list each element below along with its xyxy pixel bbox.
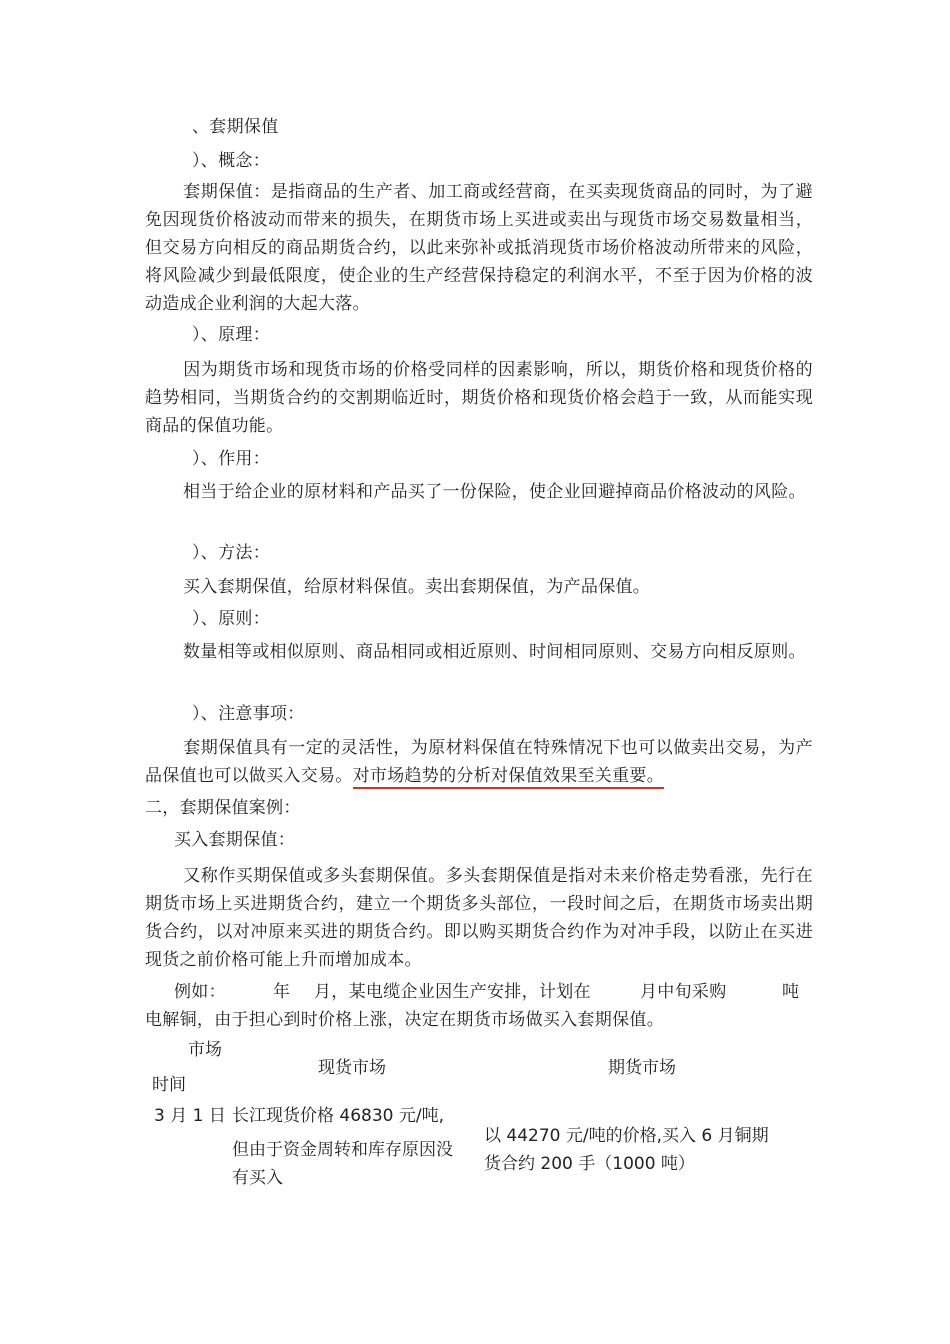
paragraph-concept xyxy=(145,178,813,318)
paragraph-notes-text: 套期保值具有一定的灵活性，为原材料保值在特殊情况下也可以做卖出交易，为产品保值也可以做买入交易。 xyxy=(145,738,813,786)
paragraph-method xyxy=(145,573,813,601)
heading-rule: ）、原则： xyxy=(192,609,270,629)
example-ton: 吨 xyxy=(782,982,800,1002)
example-label: 例如： xyxy=(174,982,226,1002)
paragraph-function xyxy=(145,478,813,506)
table-row1-spot-line2: 但由于资金周转和库存原因没 xyxy=(232,1140,453,1160)
example-year: 年 xyxy=(273,982,291,1002)
paragraph-principle-text: 因为期货市场和现货市场的价格受同样的因素影响，所以，期货价格和现货价格的趋势相同，当期货合约的交割期临近时，期货价格和现货价格会趋于一致，从而能实现商品的保值功能。 xyxy=(145,360,813,436)
table-row1-date: 3 月 1 日 xyxy=(154,1106,226,1126)
paragraph-concept-text: 套期保值：是指商品的生产者、加工商或经营商，在买卖现货商品的同时，为了避免因现货价格波动而带来的损失，在期货市场上买进或卖出与现货市场交易数量相当，但交易方向相反的商品期货合约，以此来弥补或抵消现货市场价格波动所带来的风险，将风险减少到最低限度，使企业的生产经营保持稳定的利润水平，不至于因为价格的波动造成企业利润的大起大落。 xyxy=(145,182,813,314)
table-row1-spot-line1: 长江现货价格 46830 元/吨, xyxy=(232,1106,445,1126)
heading-concept: ）、概念： xyxy=(192,151,270,171)
table-row1-futures-line2: 货合约 200 手（1000 吨） xyxy=(484,1154,695,1174)
paragraph-buy-hedge-intro xyxy=(145,862,813,974)
paragraph-rule-text: 数量相等或相似原则、商品相同或相近原则、时间相同原则、交易方向相反原则。 xyxy=(183,642,806,662)
example-line-2: 电解铜，由于担心到时价格上涨，决定在期货市场做买入套期保值。 xyxy=(145,1010,664,1030)
subtitle-buy-hedge: 买入套期保值： xyxy=(174,830,296,850)
underlined-key-sentence: 对市场趋势的分析对保值效果至关重要。 xyxy=(353,766,664,789)
paragraph-notes xyxy=(145,734,813,790)
paragraph-principle xyxy=(145,356,813,440)
table-header-market: 市场 xyxy=(188,1040,222,1060)
heading-method: ）、方法： xyxy=(192,543,270,563)
example-mid-month-text: 月中旬采购 xyxy=(640,982,727,1002)
section-title-case: 二，套期保值案例： xyxy=(145,798,301,818)
heading-function: ）、作用： xyxy=(192,449,270,469)
section-title-hedging: 、套期保值 xyxy=(192,117,279,137)
table-row1-futures-line1: 以 44270 元/吨的价格,买入 6 月铜期 xyxy=(484,1126,769,1146)
table-header-spot: 现货市场 xyxy=(318,1058,386,1078)
table-row1-spot-line3: 有买入 xyxy=(232,1168,283,1188)
heading-notes: ）、注意事项： xyxy=(192,704,305,724)
paragraph-rule xyxy=(145,638,813,666)
paragraph-function-text: 相当于给企业的原材料和产品买了一份保险，使企业回避掉商品价格波动的风险。 xyxy=(183,482,806,502)
paragraph-method-text: 买入套期保值，给原材料保值。卖出套期保值，为产品保值。 xyxy=(183,577,651,597)
table-header-futures: 期货市场 xyxy=(608,1058,676,1078)
heading-principle: ）、原理： xyxy=(192,325,270,345)
paragraph-buy-hedge-intro-text: 又称作买期保值或多头套期保值。多头套期保值是指对未来价格走势看涨，先行在期货市场上买进期货合约，建立一个期货多头部位，一段时间之后，在期货市场卖出期货合约，以对冲原来买进的期货合约。即以购买期货合约作为对冲手段，以防止在买进现货之前价格可能上升而增加成本。 xyxy=(145,866,813,970)
table-header-time: 时间 xyxy=(152,1075,186,1095)
example-month-text: 月，某电缆企业因生产安排，计划在 xyxy=(314,982,591,1002)
